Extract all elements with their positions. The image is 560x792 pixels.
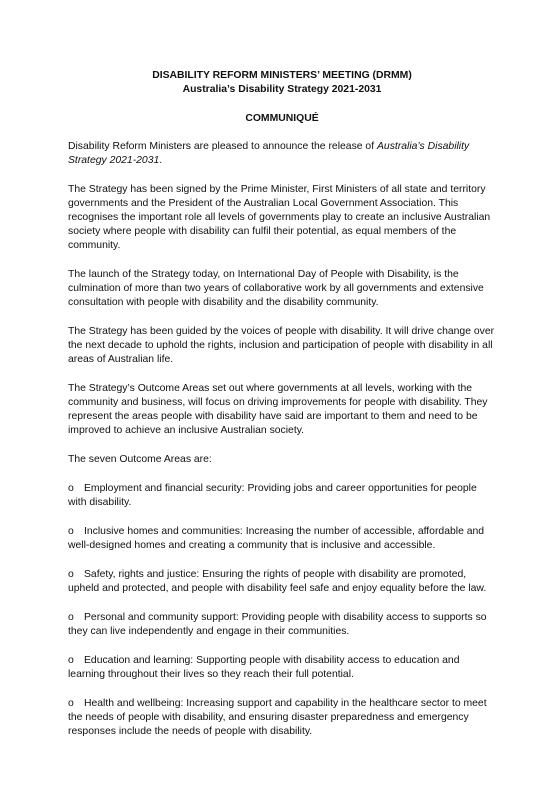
bullet-marker: o bbox=[68, 655, 74, 666]
intro-paragraph bbox=[68, 140, 496, 168]
communique-title: COMMUNIQUÉ bbox=[245, 113, 319, 124]
intro-text: Disability Reform Ministers are pleased to announce the release of bbox=[68, 141, 377, 152]
intro-strategy-name: Australia’s Disability Strategy 2021-2031 bbox=[68, 141, 470, 166]
outcome-area-item bbox=[68, 611, 496, 639]
intro-end: . bbox=[159, 155, 163, 166]
bullet-marker: o bbox=[68, 483, 74, 494]
outcome-area-item bbox=[68, 568, 496, 596]
bullet-marker: o bbox=[68, 698, 74, 709]
meeting-heading: DISABILITY REFORM MINISTERS’ MEETING (DRMM) bbox=[152, 70, 412, 81]
outcome-area-text: Safety, rights and justice: Ensuring the rights of people with disability are promoted, upheld and protected, and people with disability feel safe and enjoy equality before the law. bbox=[68, 569, 487, 594]
outcome-area-item bbox=[68, 654, 496, 682]
outcome-area-text: Employment and financial security: Providing jobs and career opportunities for people with disability. bbox=[68, 483, 477, 508]
outcome-areas-intro: The seven Outcome Areas are: bbox=[68, 454, 212, 465]
outcome-area-item bbox=[68, 482, 496, 510]
paragraph-launch: The launch of the Strategy today, on International Day of People with Disability, is the culmination of more than two years of collaborative work by all governments and extensive consultation with people with disability and the disability community. bbox=[68, 269, 484, 308]
bullet-marker: o bbox=[68, 526, 74, 537]
paragraph-voices: The Strategy has been guided by the voices of people with disability. It will drive change over the next decade to uphold the rights, inclusion and participation of people with disability in all areas of Australian life. bbox=[68, 326, 495, 365]
outcome-area-text: Personal and community support: Providing people with disability access to supports so they can live independently and engage in their communities. bbox=[68, 612, 487, 637]
outcome-area-text: Health and wellbeing: Increasing support and capability in the healthcare sector to meet the needs of people with disability, and ensuring disaster preparedness and emergency responses include the needs of people with disability. bbox=[68, 698, 487, 737]
outcome-area-item bbox=[68, 697, 496, 739]
bullet-marker: o bbox=[68, 612, 74, 623]
document-body bbox=[68, 69, 496, 739]
bullet-marker: o bbox=[68, 569, 74, 580]
strategy-subheading: Australia’s Disability Strategy 2021-2031 bbox=[182, 84, 382, 95]
paragraph-outcome-areas: The Strategy’s Outcome Areas set out where governments at all levels, working with the community and business, will focus on driving improvements for people with disability. They represent the areas people with disability have said are important to them and need to be improved to achieve an inclusive Australian society. bbox=[68, 383, 488, 436]
outcome-area-text: Education and learning: Supporting people with disability access to education and learning throughout their lives so they reach their full potential. bbox=[68, 655, 460, 680]
outcome-area-item bbox=[68, 525, 496, 553]
paragraph-signing: The Strategy has been signed by the Prime Minister, First Ministers of all state and territory governments and the President of the Australian Local Government Association. This recognises the important role all levels of governments play to create an inclusive Australian society where people with disability can fulfil their potential, as equal members of the community. bbox=[68, 184, 491, 251]
outcome-area-text: Inclusive homes and communities: Increasing the number of accessible, affordable and well-designed homes and creating a community that is inclusive and accessible. bbox=[68, 526, 485, 551]
